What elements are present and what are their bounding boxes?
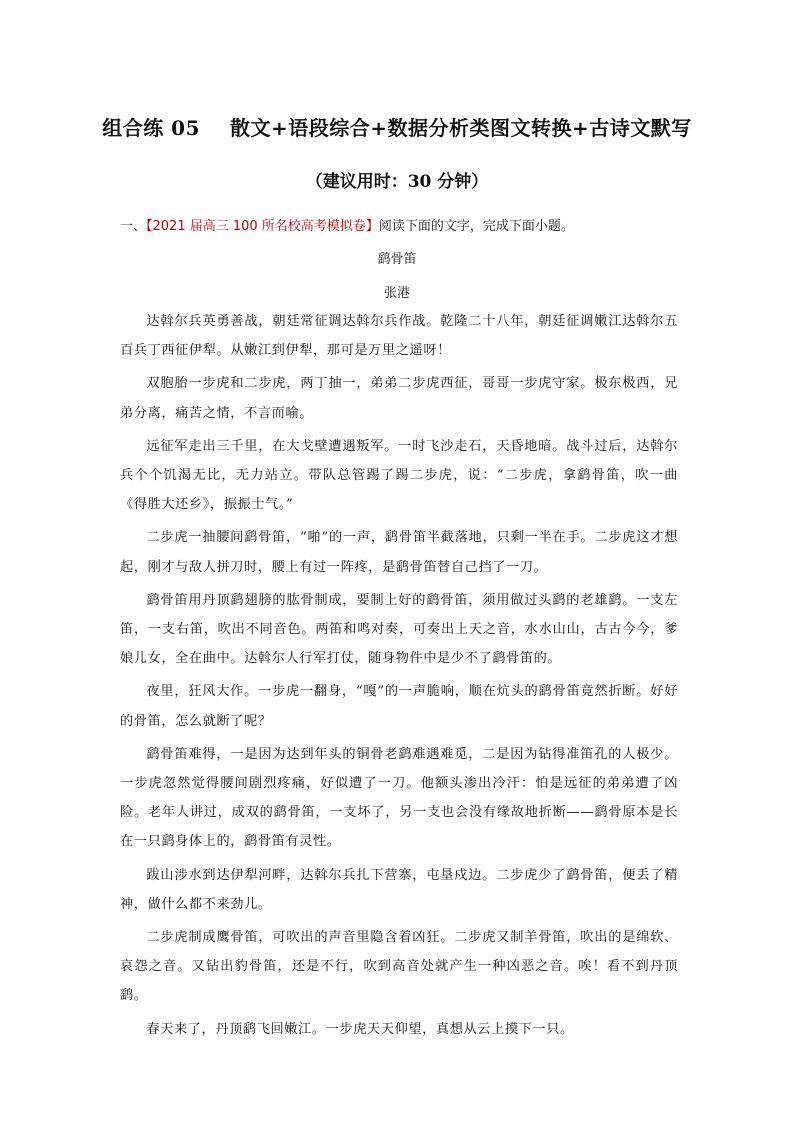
- paragraph: 跋山涉水到达伊犁河畔，达斡尔兵扎下营寨，屯垦戍边。二步虎少了鹞骨笛，便丢了精神，做什么都不来劲儿。: [120, 867, 678, 912]
- page-title: [60, 112, 734, 141]
- paragraph: 远征军走出三千里，在大戈壁遭遇叛军。一时飞沙走石，天昏地暗。战斗过后，达斡尔兵个个饥渴无比，无力站立。带队总管踢了踢二步虎，说：“二步虎，拿鹞骨笛，吹一曲《得胜大还乡》，振振士气。”: [120, 438, 678, 513]
- paragraph: 春天来了，丹顶鹞飞回嫩江。一步虎天天仰望，真想从云上摸下一只。: [146, 1021, 574, 1037]
- suggested-time: （建议用时：30 分钟）: [305, 172, 489, 192]
- article-author: 张港: [383, 286, 410, 301]
- question-instruction: 阅读下面的文字，完成下面小题。: [378, 219, 574, 234]
- question-number: 一、: [120, 219, 147, 234]
- paragraph: 夜里，狂风大作。一步虎一翻身，“嘎”的一声脆响，顺在炕头的鹞骨笛竟然折断。好好的骨笛，怎么就断了呢？: [120, 684, 678, 729]
- title-part-1: 组合练 05: [102, 116, 200, 140]
- paragraph: 二步虎制成鹰骨笛，可吹出的声音里隐含着凶狂。二步虎又制羊骨笛，吹出的是绵软、哀怨之音。又钻出豹骨笛，还是不行，吹到高音处就产生一种凶恶之音。唉！看不到丹顶鹞。: [120, 930, 678, 1004]
- article-body: [120, 307, 678, 1048]
- title-part-2: 散文+语段综合+数据分析类图文转换+古诗文默写: [230, 116, 692, 140]
- question-heading: [120, 215, 720, 234]
- paragraph: 鹞骨笛用丹顶鹞翅膀的肱骨制成，要制上好的鹞骨笛，须用做过头鹞的老雄鹞。一支左笛，一支右笛，吹出不同音色。两笛和鸣对奏，可奏出上天之音，水水山山，古古今今，爹娘儿女，全在曲中。达斡尔人行军打仗，随身物件中是少不了鹞骨笛的。: [120, 592, 678, 667]
- paragraph: 鹞骨笛难得，一是因为达到年头的铜骨老鹞难遇难觅，二是因为钻得准笛孔的人极少。一步虎忽然觉得腰间剧烈疼痛，好似遭了一刀。他额头渗出冷汗：怕是远征的弟弟遭了凶险。老年人讲过，成双的鹞骨笛，一支坏了，另一支也会没有缘故地折断——鹞骨原本是长在一只鹞身体上的，鹞骨笛有灵性。: [120, 746, 678, 850]
- paragraph: 双胞胎一步虎和二步虎，两丁抽一，弟弟二步虎西征，哥哥一步虎守家。极东极西，兄弟分离，痛苦之情，不言而喻。: [120, 376, 678, 421]
- question-source: 【2021 届高三 100 所名校高考模拟卷】: [146, 219, 379, 234]
- paragraph: 二步虎一抽腰间鹞骨笛，“啪”的一声，鹞骨笛半截落地，只剩一半在手。二步虎这才想起，刚才与敌人拼刀时，腰上有过一阵疼，是鹞骨笛替自己挡了一刀。: [120, 530, 678, 575]
- paragraph: 达斡尔兵英勇善战，朝廷常征调达斡尔兵作战。乾隆二十八年，朝廷征调嫩江达斡尔五百兵丁西征伊犁。从嫩江到伊犁，那可是万里之遥呀！: [120, 314, 678, 359]
- article-title: 鹞骨笛: [377, 252, 417, 267]
